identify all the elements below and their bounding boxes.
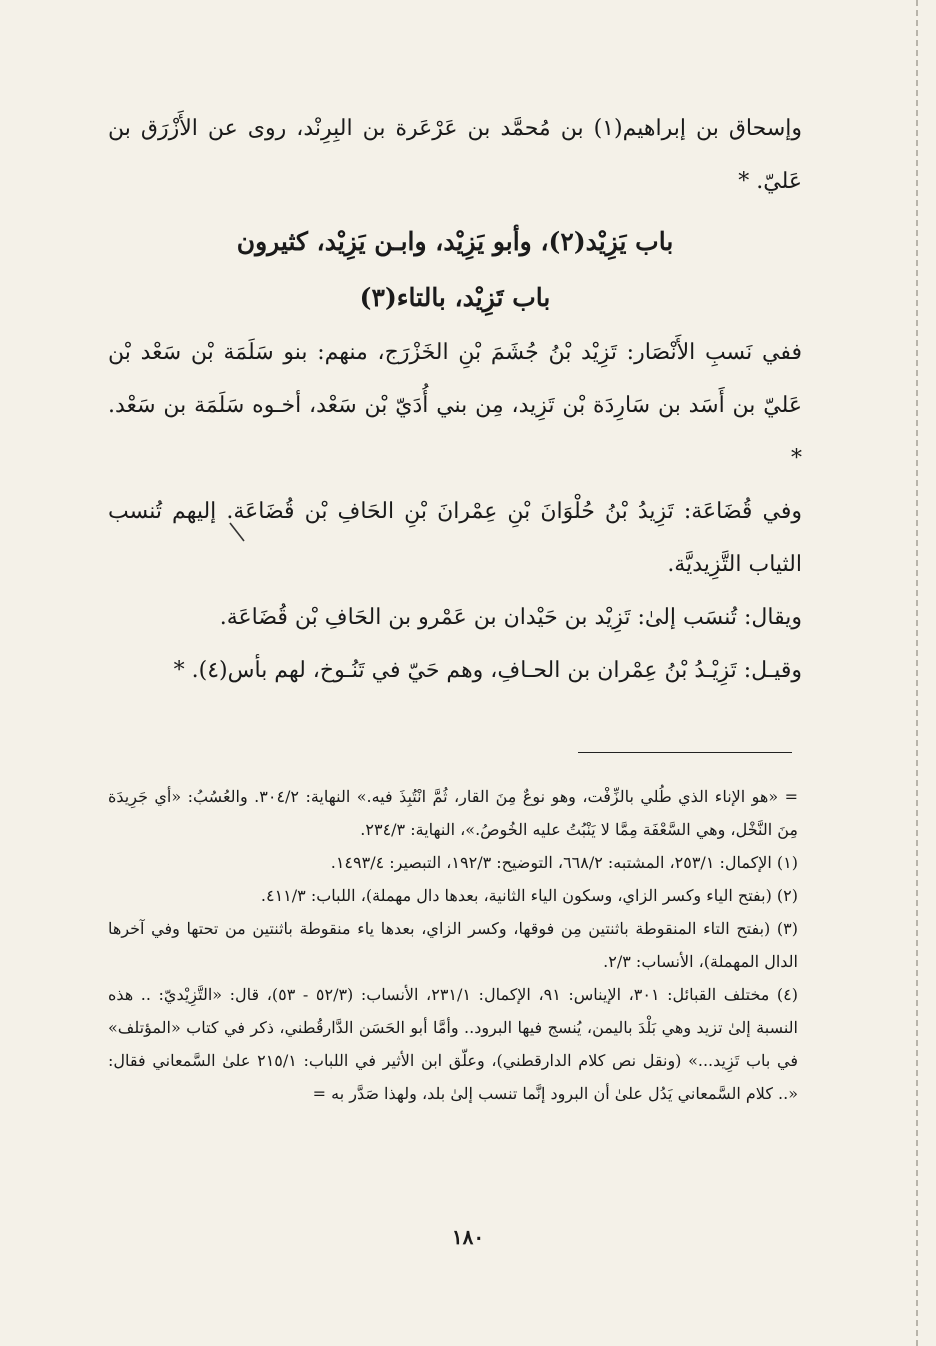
paragraph-ishaq: وإسحاق بن إبراهيم(١) بن مُحمَّد بن عَرْعَرة بن البِرِنْد، روى عن الأَزْرَق بن عَليّ. * — [108, 116, 802, 194]
footnote-continuation: = «هو الإناء الذي طُلي بالزِّفْت، وهو نوعٌ مِنَ القار، ثُمَّ انْتُبِذَ فيه.» النهاية: ٣٠٤/٢. والعُسُبُ: «أي جَرِيدَة مِنَ النَّخْل، وهي السَّعْفَة مِمَّا لا يَنْبُتُ عليه الخُوصُ.»، النهاية: ٢٣٤/٣. — [108, 787, 798, 839]
footnote-1: (١) الإكمال: ٢٥٣/١، المشتبه: ٦٦٨/٢، التوضيح: ١٩٢/٣، التبصير: ١٤٩٣/٤. — [330, 853, 798, 872]
footnote-divider — [578, 752, 792, 753]
footnote-2: (٢) (بفتح الياء وكسر الزاي، وسكون الياء الثانية، بعدها دال مهملة)، اللباب: ٤١١/٣. — [260, 886, 798, 905]
paragraph-ansar: ففي نَسبِ الأَنْصَار: تَزِيْد بْنُ جُشَمَ بْنِ الخَزْرَج، منهم: بنو سَلَمَة بْن سَعْد بْن عَليّ بن أَسَد بن سَارِدَة بْن تَزِيد، مِن بني أُدَيّ بْن سَعْد، أخـوه سَلَمَة بن سَعْد. * — [108, 340, 802, 471]
section-heading-yazid: باب يَزِيْد(٢)، وأبو يَزِيْد، وابـن يَزِيْد، كثيرون — [236, 227, 674, 256]
paragraph-qudaa: وفي قُضَاعَة: تَزِيدُ بْنُ حُلْوَانَ بْنِ عِمْرانَ بْنِ الحَافِ بْن قُضَاعَة. إليهم تُنسب الثياب التَّزِيديَّة. — [108, 499, 802, 577]
main-text — [108, 102, 802, 697]
page-edge-dashes — [916, 0, 918, 1346]
footnotes — [108, 780, 798, 1110]
paragraph-yuqal: ويقال: تُنسَب إلىٰ: تَزِيْد بن حَيْدان بن عَمْرو بن الحَافِ بْن قُضَاعَة. — [219, 605, 802, 630]
paragraph-qil: وقيـل: تَزِيْـدُ بْنُ عِمْران بن الحـافِ، وهم حَيّ في تَنُـوخ، لهم بأس(٤). * — [173, 658, 802, 683]
footnote-3: (٣) (بفتح التاء المنقوطة باثنتين مِن فوقها، وكسر الزاي، بعدها ياء منقوطة باثنتين من تحتها وفي آخرها الدال المهملة)، الأنساب: ٢/٣. — [108, 919, 798, 971]
stray-pen-mark — [226, 520, 248, 544]
footnote-4: (٤) مختلف القبائل: ٣٠١، الإيناس: ٩١، الإكمال: ٢٣١/١، الأنساب: (٥٢/٣ - ٥٣)، قال: «التَّزِيْديّ: .. هذه النسبة إلىٰ تزيد وهي بَلْدَ باليمن، يُنسج فيها البرود.. وأمَّا أبو الحَسَن الدَّارقُطني، ذكر في كتاب «المؤتلف» في باب تَزِيد...» (ونقل نص كلام الدارقطني)، وعلّق ابن الأثير في اللباب: ٢١٥/١ علىٰ السَّمعاني فقال: «.. كلام السَّمعاني يَدُل علىٰ أن البرود إنَّما تنسب إلىٰ بلد، ولهذا صَدَّر به = — [108, 985, 799, 1103]
page-number: ١٨٠ — [451, 1225, 485, 1249]
section-heading-tazid: باب تَزِيْد، بالتاء(٣) — [359, 283, 551, 312]
